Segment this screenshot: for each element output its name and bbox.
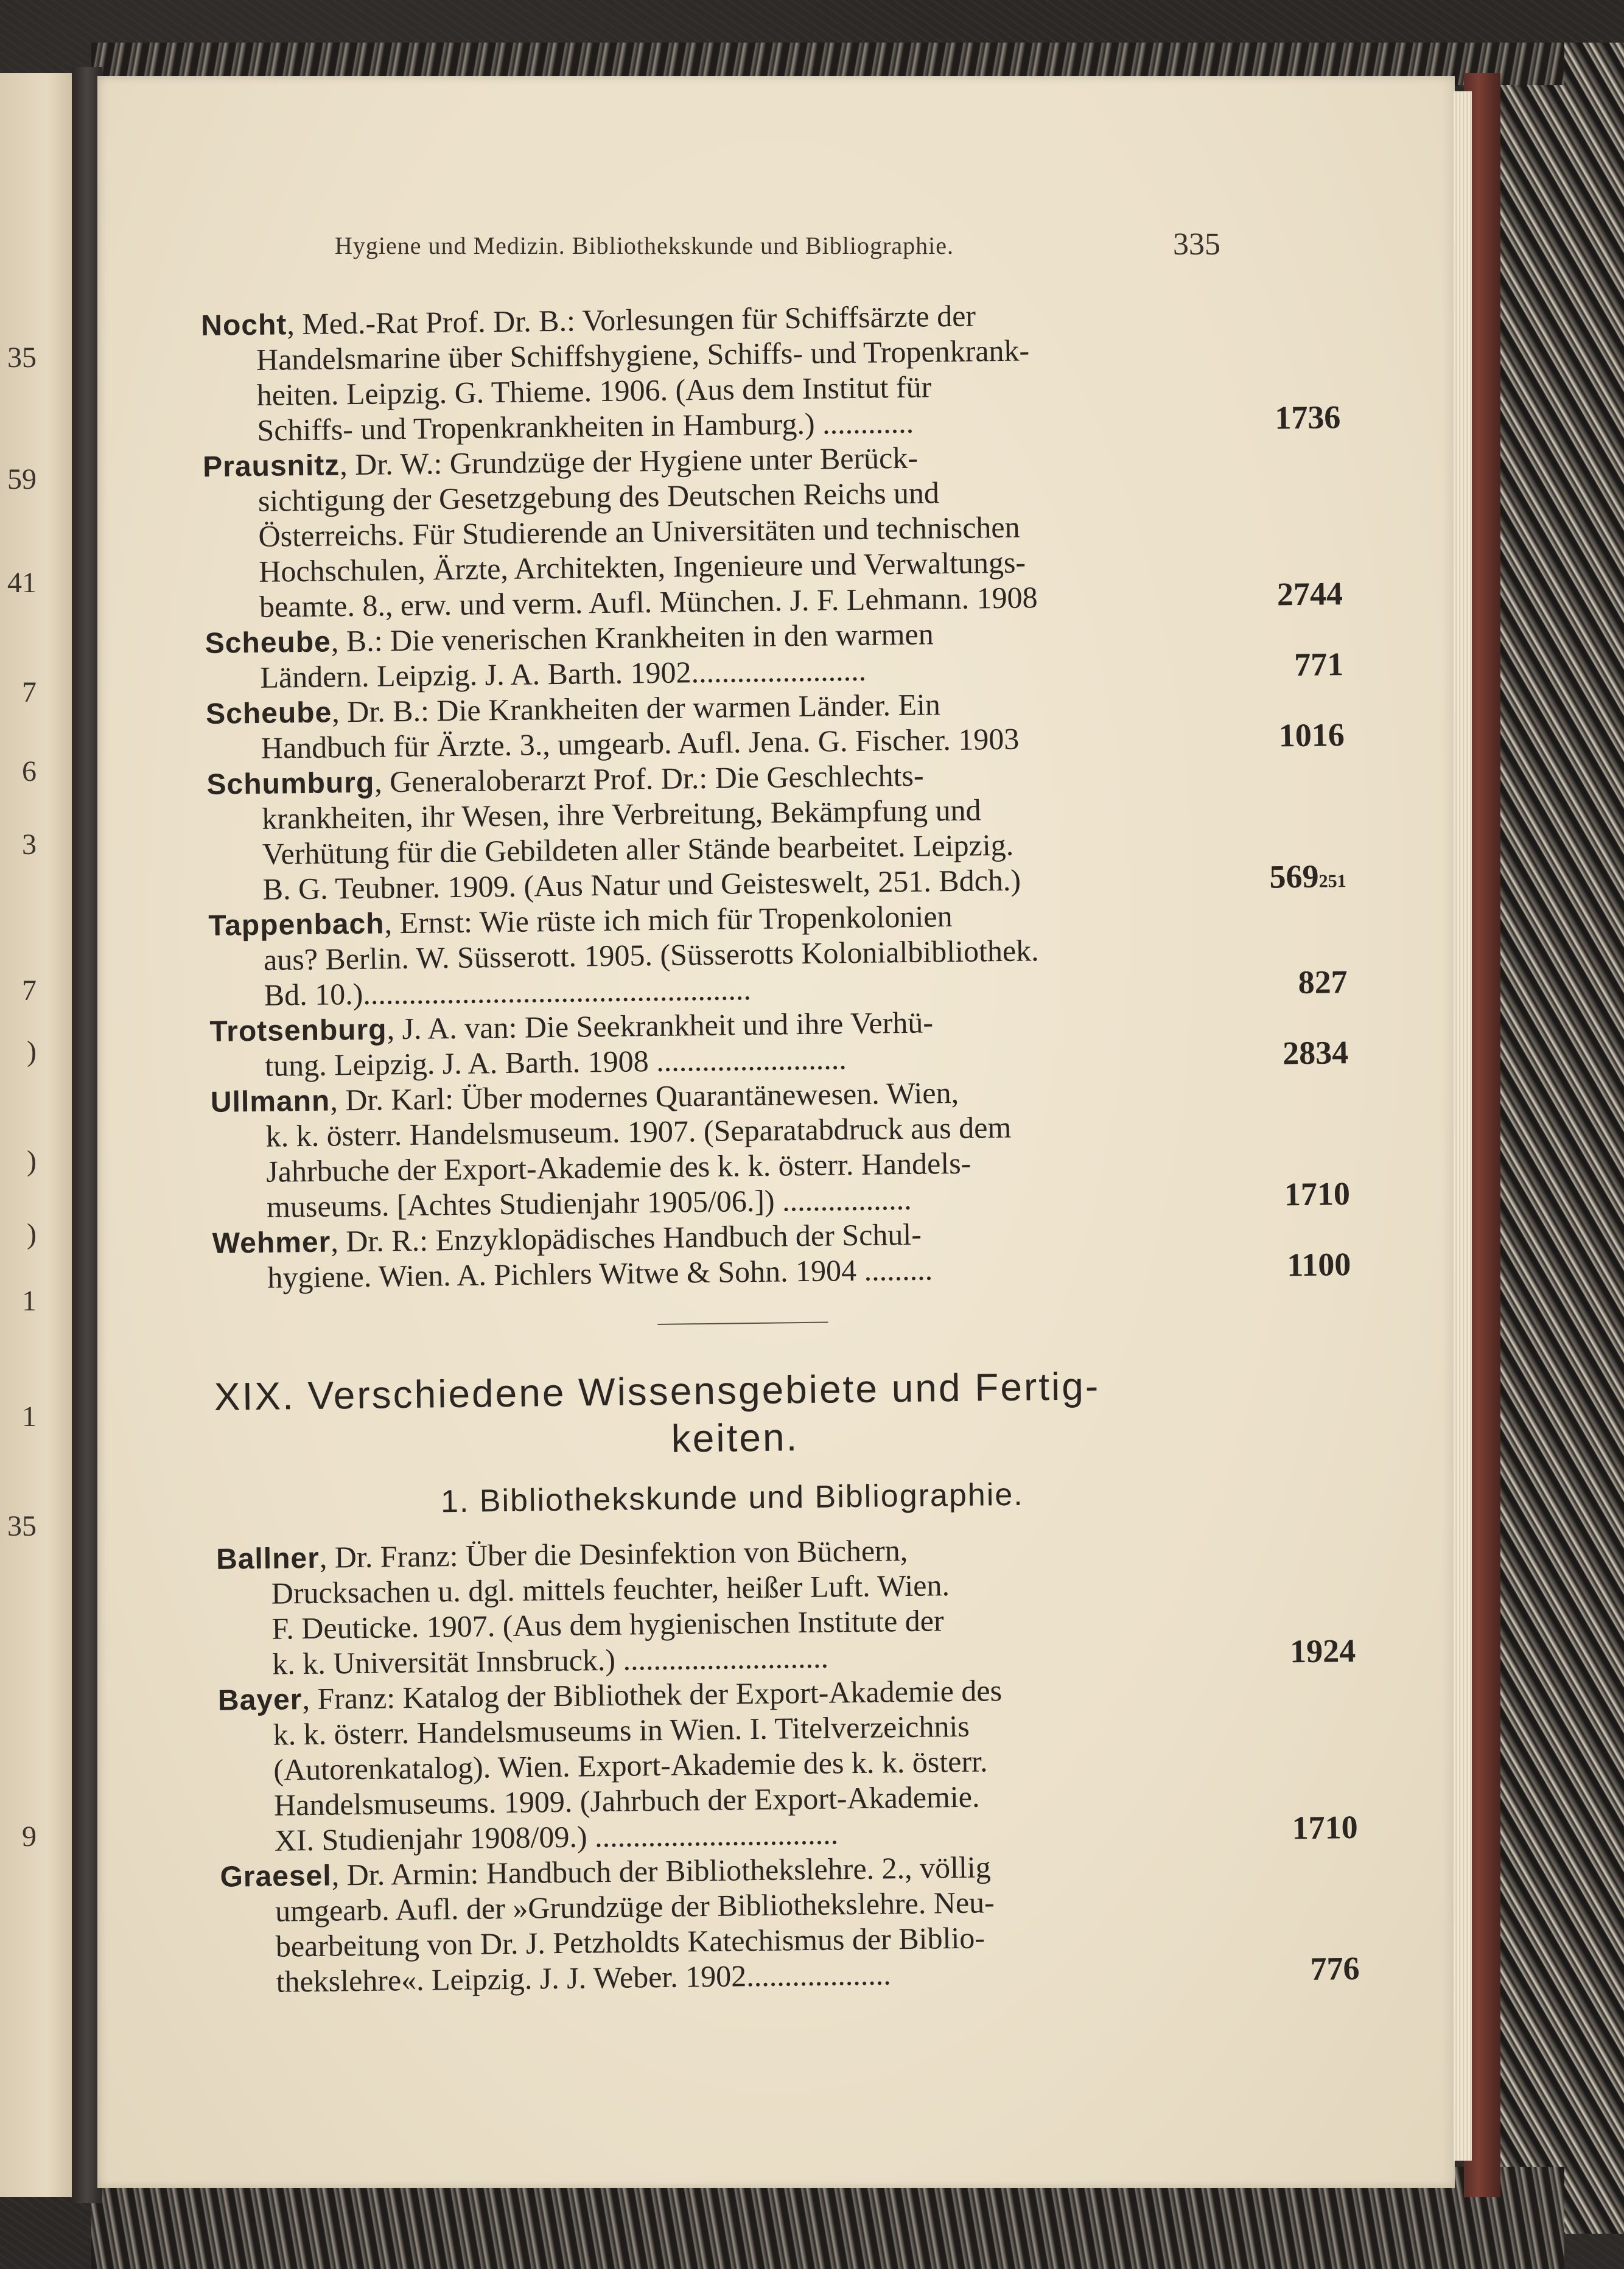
entry-text: , Dr. Armin: Handbuch der Bibliothekslehre. 2., völlig	[331, 1850, 992, 1892]
entry-text: , Generaloberarzt Prof. Dr.: Die Geschlechts-	[374, 758, 924, 799]
bibliography-entry	[205, 612, 1344, 696]
page-edges	[1454, 91, 1472, 2161]
entry-line: Schiffs- und Tropenkrankheiten in Hamburg.) ............ 1736	[257, 399, 1341, 447]
entry-line: hygiene. Wien. A. Pichlers Witwe & Sohn. 1904 ......... 1100	[267, 1246, 1351, 1295]
entry-text: , Dr. Franz: Über die Desinfektion von Büchern,	[319, 1533, 908, 1575]
entry-line: bearbeitung von Dr. J. Petzholdts Katechismus der Biblio-	[275, 1920, 985, 1963]
bibliography-entry	[205, 683, 1345, 766]
entry-number-value: 827	[1298, 963, 1348, 1001]
entry-number	[1292, 1809, 1358, 1845]
margin-fragment: 35	[7, 341, 37, 374]
entry-number	[1283, 1035, 1349, 1071]
margin-fragment: 3	[22, 828, 37, 861]
left-facing-page	[0, 73, 79, 2197]
entry-number-value: 1924	[1289, 1632, 1356, 1670]
margin-fragment: 6	[22, 755, 37, 788]
entry-line: Österreichs. Für Studierende an Universitäten und technischen	[258, 509, 1020, 553]
entry-author: Nocht	[201, 309, 287, 342]
entry-text: , Ernst: Wie rüste ich mich für Tropenkolonien	[384, 898, 953, 940]
entry-number-value: 1710	[1292, 1808, 1359, 1847]
entry-line: Hochschulen, Ärzte, Architekten, Ingenieure und Verwaltungs-	[258, 545, 1026, 589]
bibliography-entry	[208, 895, 1348, 1013]
margin-fragment: )	[27, 1145, 37, 1177]
entry-line: k. k. österr. Handelsmuseum. 1907. (Separatabdruck aus dem	[265, 1110, 1012, 1153]
entry-author: Tappenbach	[208, 907, 385, 942]
entry-line: Ländern. Leipzig. J. A. Barth. 1902....................... 771	[260, 646, 1344, 694]
entry-number-value: 1100	[1286, 1246, 1351, 1284]
entry-number	[1294, 646, 1344, 682]
entry-line: F. Deuticke. 1907. (Aus dem hygienischen Institute der	[271, 1603, 944, 1646]
margin-fragment: 7	[22, 676, 37, 708]
entry-text: , Dr. B.: Die Krankheiten der warmen Länder. Ein	[331, 687, 941, 729]
entry-author: Schumburg	[206, 766, 375, 801]
entry-number-value: 2834	[1282, 1034, 1349, 1072]
entry-number	[1277, 576, 1343, 612]
section-divider	[657, 1322, 828, 1325]
entry-author: Scheube	[205, 696, 332, 730]
bibliography-entry	[210, 1071, 1351, 1225]
entry-text: , Dr. Karl: Über modernes Quarantänewesen. Wien,	[329, 1075, 959, 1117]
entry-line: aus? Berlin. W. Süsserott. 1905. (Süsserotts Kolonialbibliothek.	[263, 933, 1039, 977]
entry-number	[1298, 964, 1348, 1000]
entry-line: k. k. Universität Innsbruck.) ........................... 1924	[271, 1632, 1356, 1681]
entry-number	[1278, 717, 1345, 753]
bibliography-entry	[206, 753, 1346, 907]
entry-line: umgearb. Aufl. der »Grundzüge der Bibliothekslehre. Neu-	[275, 1885, 995, 1928]
entry-number-value: 569	[1269, 858, 1319, 895]
entry-author: Ballner	[215, 1542, 320, 1576]
entry-line: museums. [Achtes Studienjahr 1905/06.]) ................. 1710	[266, 1175, 1351, 1224]
entry-author: Prausnitz	[202, 449, 340, 483]
entry-number	[1275, 399, 1341, 435]
running-header: Hygiene und Medizin. Bibliothekskunde und Bibliographie.	[335, 232, 954, 259]
bibliography-entry	[215, 1528, 1356, 1682]
entry-line: XI. Studienjahr 1908/09.) ................................ 1710	[274, 1808, 1359, 1858]
margin-fragment: 35	[7, 1510, 37, 1542]
entry-number-value: 1736	[1274, 399, 1341, 436]
entry-number-value: 771	[1293, 646, 1344, 683]
entry-author: Bayer	[217, 1683, 303, 1717]
section-title: XIX. Verschiedene Wissensgebiete und Fertig-	[214, 1364, 1101, 1419]
margin-fragment: 59	[7, 463, 37, 495]
entry-text: , Med.-Rat Prof. Dr. B.: Vorlesungen für Schiffsärzte der	[286, 298, 976, 341]
entry-author: Scheube	[205, 626, 332, 660]
entry-line: heiten. Leipzig. G. Thieme. 1906. (Aus dem Institut für	[256, 369, 932, 412]
entry-text: , B.: Die venerischen Krankheiten in den warmen	[331, 617, 934, 659]
entry-author: Graesel	[220, 1859, 332, 1893]
entry-line: Drucksachen u. dgl. mittels feuchter, heißer Luft. Wien.	[271, 1568, 950, 1610]
bibliography-entry	[220, 1846, 1360, 2000]
entry-author: Ullmann	[210, 1085, 331, 1119]
page-content	[201, 295, 1360, 2000]
margin-fragment: 1	[22, 1400, 37, 1433]
bibliography-entry	[217, 1669, 1359, 1859]
margin-fragment: 7	[22, 974, 37, 1007]
entry-author: Trotsenburg	[209, 1013, 387, 1048]
bibliography-entry	[201, 295, 1341, 449]
entry-number-value: 1016	[1278, 716, 1345, 754]
entry-number-value: 2744	[1276, 575, 1343, 613]
entry-text: , Franz: Katalog der Bibliothek der Export-Akademie des	[302, 1673, 1003, 1716]
bibliography-entry	[209, 1001, 1349, 1084]
entry-line: Bd. 10.)................................................... 827	[264, 963, 1348, 1012]
entry-number-value: 776	[1310, 1949, 1360, 1987]
entry-line: (Autorenkatalog). Wien. Export-Akademie des k. k. österr.	[273, 1744, 988, 1787]
margin-fragment: )	[27, 1035, 37, 1068]
entry-text: , Dr. R.: Enzyklopädisches Handbuch der Schul-	[330, 1217, 922, 1259]
margin-fragment: )	[27, 1218, 37, 1250]
entry-line: krankheiten, ihr Wesen, ihre Verbreitung, Bekämpfung und	[261, 792, 981, 836]
margin-fragment: 9	[22, 1820, 37, 1853]
entry-line: tung. Leipzig. J. A. Barth. 1908 ......................... 2834	[264, 1034, 1349, 1083]
bibliography-entry	[212, 1212, 1351, 1296]
entry-line: Handelsmarine über Schiffshygiene, Schiffs- und Tropenkrank-	[256, 333, 1030, 377]
entry-number	[1290, 1633, 1356, 1669]
entry-line: Jahrbuche der Export-Akademie des k. k. österr. Handels-	[266, 1145, 971, 1189]
bibliography-entry	[202, 436, 1343, 625]
entry-line: sichtigung der Gesetzgebung des Deutschen Reichs und	[257, 475, 940, 518]
entry-line: Verhütung für die Gebildeten aller Stände bearbeitet. Leipzig.	[262, 827, 1014, 871]
entry-number-sub: 251	[1318, 871, 1346, 892]
entry-line: k. k. österr. Handelsmuseums in Wien. I. Titelverzeichnis	[273, 1708, 970, 1752]
entry-line: Handbuch für Ärzte. 3., umgearb. Aufl. Jena. G. Fischer. 1903 1016	[261, 716, 1345, 765]
entry-number	[1310, 1951, 1360, 1987]
entry-text: , J. A. van: Die Seekrankheit und ihre Verhü-	[387, 1005, 934, 1046]
entry-number	[1287, 1246, 1351, 1282]
entry-line: beamte. 8., erw. und verm. Aufl. München. J. F. Lehmann. 1908 2744	[259, 575, 1343, 624]
subsection-title: 1. Bibliothekskunde und Bibliographie.	[440, 1477, 1024, 1520]
margin-fragment: 1	[22, 1285, 37, 1317]
entry-list-medicine	[201, 295, 1351, 1296]
entry-number	[1284, 1176, 1351, 1212]
margin-fragment: 41	[7, 567, 37, 599]
entry-text: , Dr. W.: Grundzüge der Hygiene unter Berück-	[339, 440, 919, 482]
book-cover-marbled	[1479, 43, 1624, 2234]
page-number: 335	[1173, 227, 1220, 262]
entry-list-bibliography	[215, 1528, 1360, 2000]
entry-number	[1269, 858, 1346, 900]
entry-author: Wehmer	[212, 1226, 331, 1260]
entry-number-value: 1710	[1284, 1175, 1351, 1213]
section-title-continued: keiten.	[671, 1415, 799, 1461]
entry-line: Handelsmuseums. 1909. (Jahrbuch der Export-Akademie.	[273, 1779, 980, 1822]
entry-line: thekslehre«. Leipzig. J. J. Weber. 1902................... 776	[276, 1949, 1360, 1999]
entry-line: B. G. Teubner. 1909. (Aus Natur und Geisteswelt, 251. Bdch.) 569251	[262, 858, 1346, 906]
